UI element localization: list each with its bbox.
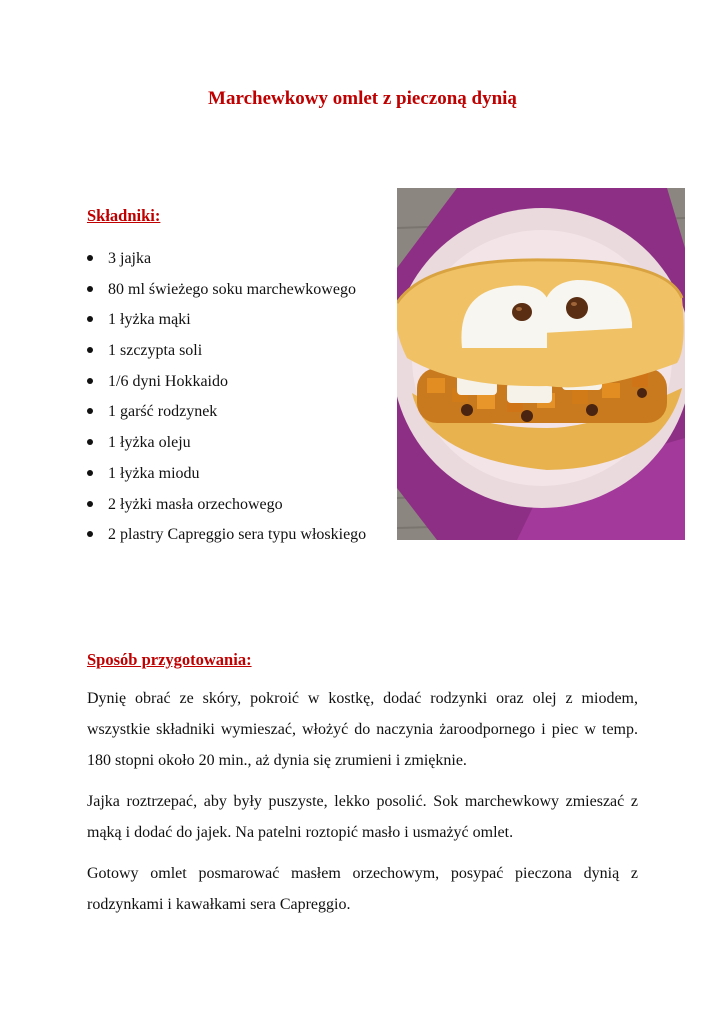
bullet-icon	[87, 347, 93, 353]
ingredients-heading: Składniki:	[87, 206, 161, 225]
ingredient-text: 2 plastry Capreggio sera typu włoskiego	[108, 526, 367, 544]
ingredient-text: 3 jajka	[108, 250, 152, 267]
bullet-icon	[87, 378, 93, 384]
bullet-icon	[87, 255, 93, 261]
method-paragraph: Jajka roztrzepać, aby były puszyste, lekko posolić. Sok marchewkowy zmieszać z mąką i dodać do jajek. Na patelni roztopić masło i usmażyć omlet.	[87, 793, 638, 841]
ingredient-text: 80 ml świeżego soku marchewkowego	[108, 280, 356, 298]
method-paragraph: Gotowy omlet posmarować masłem orzechowym, posypać pieczona dynią z rodzynkami i kawałkami sera Capreggio.	[87, 865, 638, 913]
list-item	[87, 433, 397, 464]
method-heading: Sposób przygotowania:	[87, 650, 252, 669]
ingredient-text: 1 szczypta soli	[108, 342, 203, 360]
raisin-eye-left	[512, 303, 532, 321]
bullet-icon	[87, 531, 93, 537]
method-paragraph: Dynię obrać ze skóry, pokroić w kostkę, dodać rodzynki oraz olej z miodem, wszystkie składniki wymieszać, włożyć do naczynia żaroodpornego i piec w temp. 180 stopni około 20 min., aż dynia się zrumieni i zmięknie.	[87, 690, 638, 769]
raisin-eye-right	[566, 297, 588, 319]
list-item	[87, 341, 397, 372]
list-item	[87, 525, 397, 556]
ingredient-text: 2 łyżki masła orzechowego	[108, 495, 283, 513]
bullet-icon	[87, 408, 93, 414]
omelette-photo	[397, 188, 685, 540]
bullet-icon	[87, 286, 93, 292]
bullet-icon	[87, 501, 93, 507]
bullet-icon	[87, 439, 93, 445]
page-title: Marchewkowy omlet z pieczoną dynią	[208, 88, 517, 109]
list-item	[87, 464, 397, 495]
ingredient-text: 1 łyżka mąki	[108, 311, 191, 329]
list-item	[87, 495, 397, 526]
ingredient-text: 1/6 dyni Hokkaido	[108, 372, 228, 390]
ingredient-text: 1 łyżka oleju	[108, 434, 191, 452]
list-item	[87, 249, 397, 280]
ingredients-list	[87, 249, 397, 556]
ingredient-text: 1 łyżka miodu	[108, 464, 200, 482]
bullet-icon	[87, 470, 93, 476]
list-item	[87, 402, 397, 433]
list-item	[87, 310, 397, 341]
list-item	[87, 280, 397, 311]
bullet-icon	[87, 316, 93, 322]
ingredient-text: 1 garść rodzynek	[108, 403, 218, 421]
list-item	[87, 372, 397, 403]
